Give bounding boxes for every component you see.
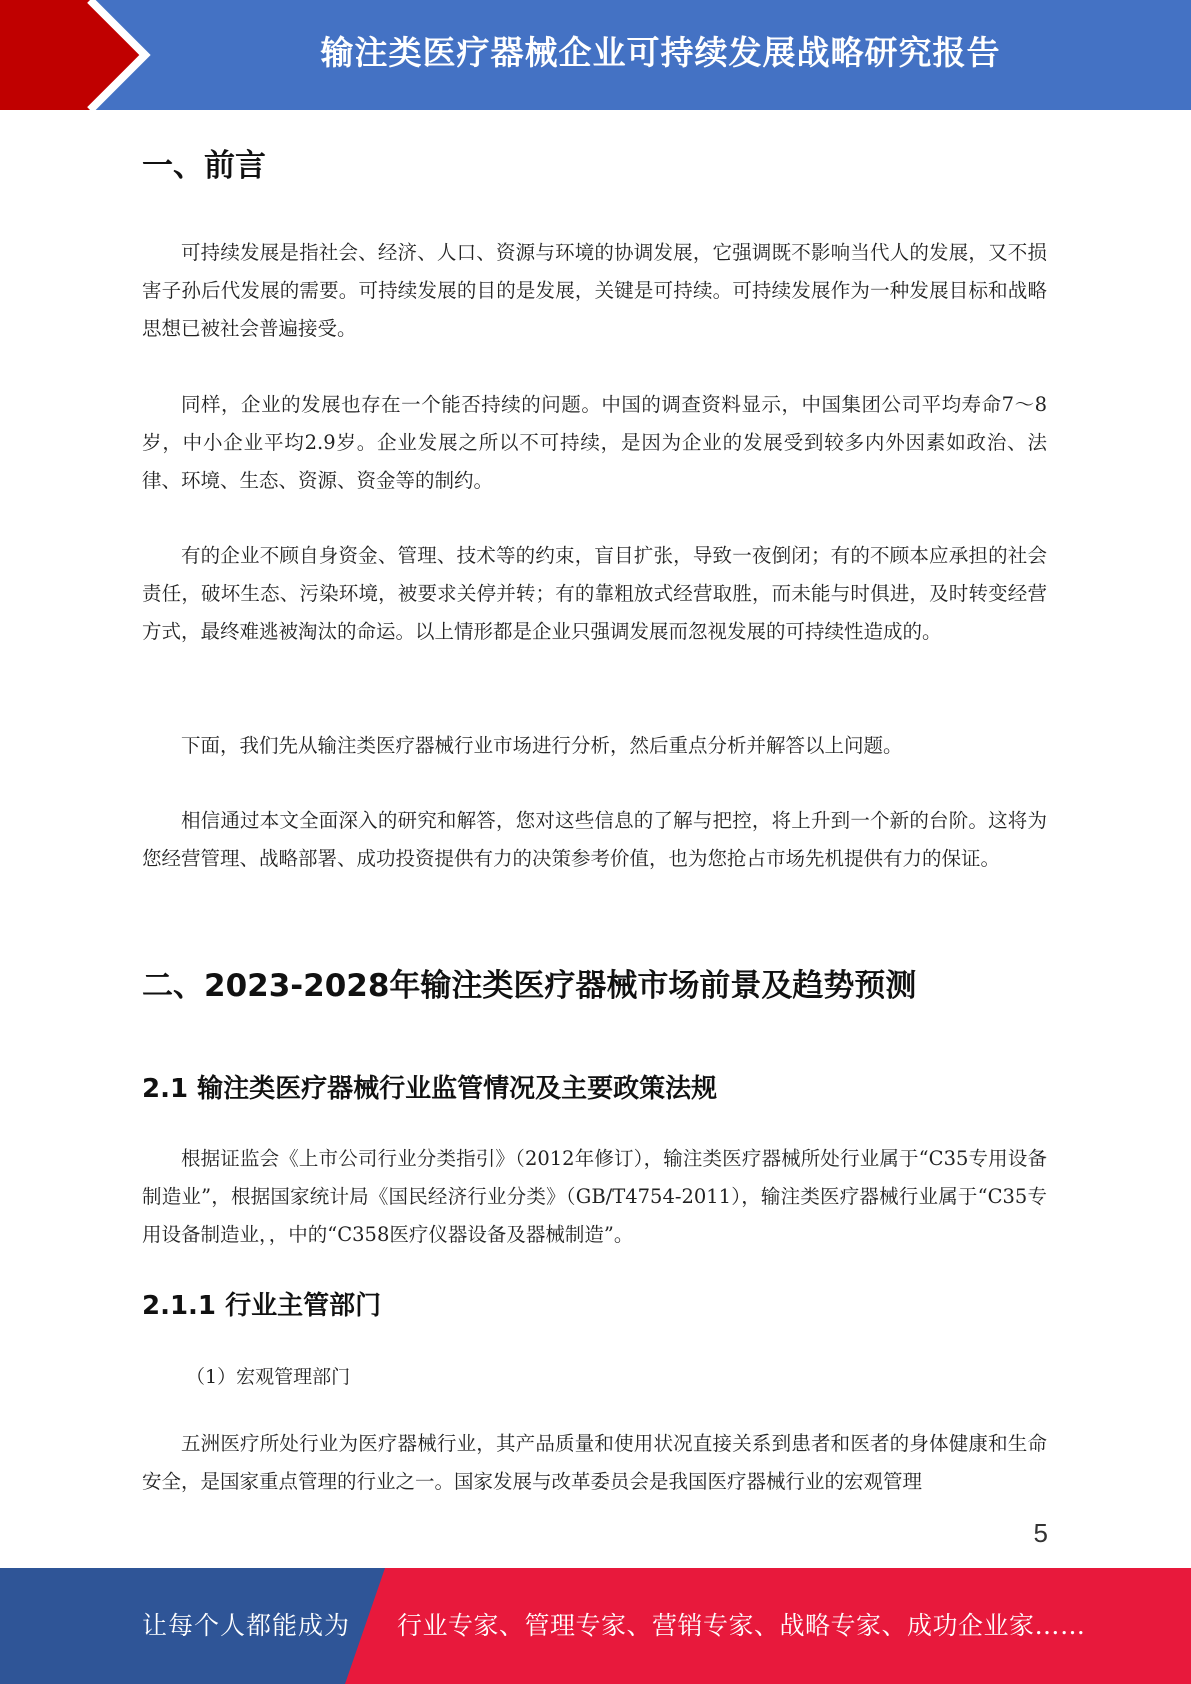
footer-banner xyxy=(0,1568,1191,1684)
paragraph: 下面，我们先从输注类医疗器械行业市场进行分析，然后重点分析并解答以上问题。 xyxy=(181,734,903,757)
list-item-label: （1）宏观管理部门 xyxy=(186,1366,351,1388)
page-number: 5 xyxy=(1033,1518,1048,1548)
paragraph: 可持续发展是指社会、经济、人口、资源与环境的协调发展，它强调既不影响当代人的发展，又不损害子孙后代发展的需要。可持续发展的目的是发展，关键是可持续。可持续发展作为一种发展目标和战略思想已被社会普遍接受。 xyxy=(142,241,1047,340)
subsubsection-heading-authority: 2.1.1 行业主管部门 xyxy=(142,1291,382,1321)
section-heading-market-outlook: 二、2023-2028年输注类医疗器械市场前景及趋势预测 xyxy=(142,968,917,1004)
footer-slogan-left: 让每个人都能成为 xyxy=(142,1611,351,1640)
report-title: 输注类医疗器械企业可持续发展战略研究报告 xyxy=(320,33,1001,72)
header-banner xyxy=(0,0,1191,110)
footer-slogan-right: 行业专家、管理专家、营销专家、战略专家、成功企业家…… xyxy=(397,1611,1086,1640)
paragraph: 同样，企业的发展也存在一个能否持续的问题。中国的调查资料显示，中国集团公司平均寿命7～8岁，中小企业平均2.9岁。企业发展之所以不可持续，是因为企业的发展受到较多内外因素如政治、法律、环境、生态、资源、资金等的制约。 xyxy=(142,393,1047,492)
subsection-heading-regulation: 2.1 输注类医疗器械行业监管情况及主要政策法规 xyxy=(142,1074,718,1104)
paragraph: 相信通过本文全面深入的研究和解答，您对这些信息的了解与把控，将上升到一个新的台阶。这将为您经营管理、战略部署、成功投资提供有力的决策参考价值，也为您抢占市场先机提供有力的保证。 xyxy=(142,809,1047,870)
section-heading-preface: 一、前言 xyxy=(142,148,266,184)
paragraph: 根据证监会《上市公司行业分类指引》（2012年修订），输注类医疗器械所处行业属于“C35专用设备制造业”，根据国家统计局《国民经济行业分类》（GB/T4754-2011），输注类医疗器械行业属于“C35专用设备制造业，，中的“C358医疗仪器设备及器械制造”。 xyxy=(142,1147,1047,1246)
paragraph: 五洲医疗所处行业为医疗器械行业，其产品质量和使用状况直接关系到患者和医者的身体健康和生命安全，是国家重点管理的行业之一。国家发展与改革委员会是我国医疗器械行业的宏观管理 xyxy=(142,1432,1047,1493)
paragraph: 有的企业不顾自身资金、管理、技术等的约束，盲目扩张，导致一夜倒闭；有的不顾本应承担的社会责任，破坏生态、污染环境，被要求关停并转；有的靠粗放式经营取胜，而未能与时俱进，及时转变经营方式，最终难逃被淘汰的命运。以上情形都是企业只强调发展而忽视发展的可持续性造成的。 xyxy=(142,544,1047,643)
